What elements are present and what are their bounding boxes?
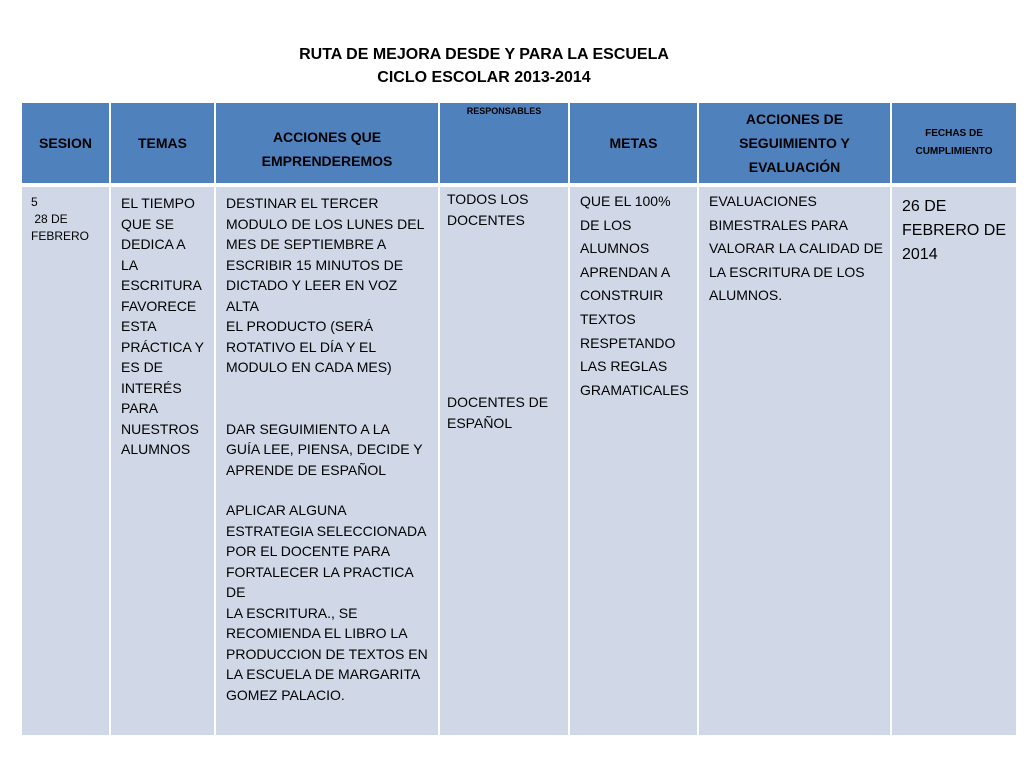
cell-temas: EL TIEMPO QUE SE DEDICA A LA ESCRITURA FAVORECE ESTA PRÁCTICA Y ES DE INTERÉS PARA NUESTROS ALUMNOS (110, 185, 215, 736)
cell-seguimiento: EVALUACIONES BIMESTRALES PARA VALORAR LA CALIDAD DE LA ESCRITURA DE LOS ALUMNOS. (698, 185, 891, 736)
document-title (0, 43, 968, 89)
cell-metas: QUE EL 100% DE LOS ALUMNOS APRENDAN A CONSTRUIR TEXTOS RESPETANDO LAS REGLAS GRAMATICALES (569, 185, 698, 736)
cell-fechas: 26 DE FEBRERO DE 2014 (891, 185, 1017, 736)
cell-sesion: 5 28 DE FEBRERO (21, 185, 110, 736)
header-seguimiento: ACCIONES DE SEGUIMIENTO Y EVALUACIÓN (698, 102, 891, 185)
header-acciones: ACCIONES QUE EMPRENDEREMOS (215, 102, 439, 185)
cell-acciones: DESTINAR EL TERCER MODULO DE LOS LUNES DEL MES DE SEPTIEMBRE A ESCRIBIR 15 MINUTOS DE DICTADO Y LEER EN VOZ ALTA EL PRODUCTO (SERÁ ROTATIVO EL DÍA Y EL MODULO EN CADA MES) DAR SEGUIMIENTO A LA GUÍA LEE, PIENSA, DECIDE Y APRENDE DE ESPAÑOL APLICAR ALGUNA ESTRATEGIA SELECCIONADA POR EL DOCENTE PARA FORTALECER LA PRACTICA DE LA ESCRITURA., SE RECOMIENDA EL LIBRO LA PRODUCCION DE TEXTOS EN LA ESCUELA DE MARGARITA GOMEZ PALACIO. (215, 185, 439, 736)
header-metas: METAS (569, 102, 698, 185)
table-row (21, 185, 1017, 736)
title-line-1: RUTA DE MEJORA DESDE Y PARA LA ESCUELA (299, 46, 669, 63)
header-responsables: RESPONSABLES (439, 102, 569, 185)
improvement-plan-table (20, 101, 1018, 737)
cell-responsables: TODOS LOS DOCENTES DOCENTES DE ESPAÑOL (439, 185, 569, 736)
header-temas: TEMAS (110, 102, 215, 185)
header-fechas: FECHAS DE CUMPLIMIENTO (891, 102, 1017, 185)
header-sesion: SESION (21, 102, 110, 185)
title-line-2: CICLO ESCOLAR 2013-2014 (377, 69, 591, 86)
header-row (21, 102, 1017, 185)
